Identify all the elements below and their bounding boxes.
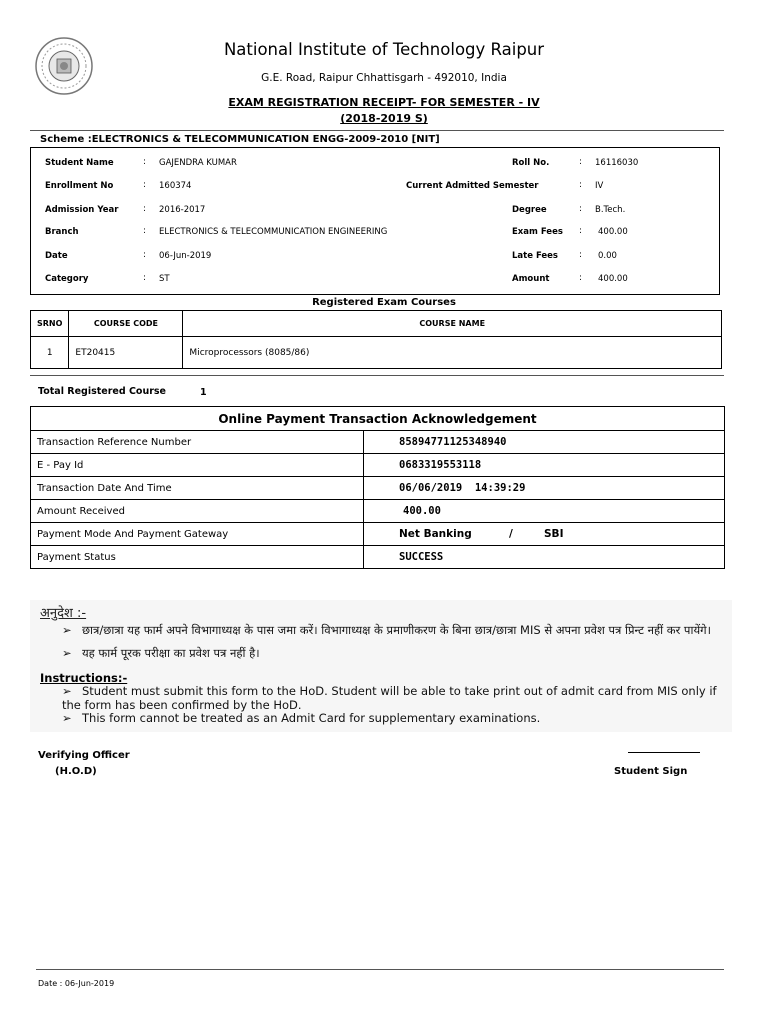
exam-fees-value: 400.00 (598, 227, 628, 237)
separator: : (143, 180, 146, 190)
payment-mode-label: Payment Mode And Payment Gateway (31, 523, 364, 546)
payment-mode-cell (364, 523, 725, 546)
footer-divider (36, 969, 724, 970)
student-name-value: GAJENDRA KUMAR (159, 158, 237, 168)
roll-value: 16116030 (595, 158, 639, 168)
admission-year-value: 2016-2017 (159, 205, 206, 215)
table-header-row (31, 311, 722, 337)
hindi-instructions-title: अनुदेश :- (40, 606, 87, 621)
separator: : (143, 250, 146, 260)
receipt-title (0, 96, 768, 109)
hindi-instruction-2-text: यह फार्म पूरक परीक्षा का प्रवेश पत्र नहीं है। (82, 646, 260, 660)
date-label: Date (45, 251, 68, 261)
payment-status-label: Payment Status (31, 546, 364, 569)
table-row (31, 454, 725, 477)
separator: : (579, 180, 582, 190)
category-value: ST (159, 274, 170, 284)
payment-mode-value: Net Banking (399, 528, 472, 540)
degree-label: Degree (512, 205, 547, 215)
payment-title: Online Payment Transaction Acknowledgement (31, 407, 725, 431)
session-text: (2018-2019 S) (340, 112, 428, 125)
hindi-instruction-1 (62, 623, 730, 637)
instructions-title-suffix: :- (117, 671, 128, 685)
epay-value: 0683319553118 (364, 454, 725, 477)
instructions-title-text: Instructions (40, 671, 118, 685)
payment-mode-separator: / (509, 528, 513, 540)
student-name-label: Student Name (45, 158, 114, 168)
instruction-1-text: Student must submit this form to the HoD. Student will be able to take print out of admit card from MIS only if the form has been confirmed by the HoD. (62, 684, 717, 712)
branch-label: Branch (45, 227, 79, 237)
epay-label: E - Pay Id (31, 454, 364, 477)
separator: : (143, 226, 146, 236)
table-row (31, 337, 722, 369)
session (0, 112, 768, 125)
degree-value: B.Tech. (595, 205, 626, 215)
divider (30, 375, 724, 376)
divider (30, 130, 724, 131)
verifying-officer-label: Verifying Officer (38, 750, 130, 761)
course-code-cell: ET20415 (69, 337, 183, 369)
separator: : (143, 204, 146, 214)
hod-label: (H.O.D) (55, 766, 97, 777)
course-name-header: COURSE NAME (183, 311, 722, 337)
admission-year-label: Admission Year (45, 205, 119, 215)
hindi-instruction-1-text: छात्र/छात्रा यह फार्म अपने विभागाध्यक्ष के पास जमा करें। विभागाध्यक्ष के प्रमाणीकरण के बिना छात्र/छात्रा MIS से अपना प्रवेश पत्र प्रिन्ट नहीं कर पायेंगे। (82, 623, 711, 637)
semester-value: IV (595, 181, 604, 191)
instruction-2 (62, 711, 730, 725)
student-details-box (30, 147, 720, 295)
table-row (31, 500, 725, 523)
receipt-title-text: EXAM REGISTRATION RECEIPT- FOR SEMESTER - IV (228, 96, 540, 109)
instruction-2-text: This form cannot be treated as an Admit Card for supplementary examinations. (82, 711, 541, 725)
course-name-cell: Microprocessors (8085/86) (183, 337, 722, 369)
table-row (31, 477, 725, 500)
separator: : (143, 157, 146, 167)
arrow-icon: ➢ (62, 711, 72, 725)
txn-ref-value: 85894771125348940 (364, 431, 725, 454)
enrollment-value: 160374 (159, 181, 192, 191)
enrollment-label: Enrollment No (45, 181, 114, 191)
scheme: Scheme :ELECTRONICS & TELECOMMUNICATION ENGG-2009-2010 [NIT] (40, 134, 440, 145)
arrow-icon: ➢ (62, 646, 72, 660)
txn-date-label: Transaction Date And Time (31, 477, 364, 500)
separator: : (579, 273, 582, 283)
signature-line (628, 752, 700, 753)
course-table (30, 310, 722, 369)
amount-label: Amount (512, 274, 550, 284)
arrow-icon: ➢ (62, 684, 72, 698)
total-registered-label: Total Registered Course (38, 386, 166, 397)
branch-value: ELECTRONICS & TELECOMMUNICATION ENGINEERING (159, 227, 388, 237)
srno-header: SRNO (31, 311, 69, 337)
semester-label: Current Admitted Semester (406, 181, 539, 191)
roll-label: Roll No. (512, 158, 550, 168)
separator: : (579, 226, 582, 236)
separator: : (143, 273, 146, 283)
txn-ref-label: Transaction Reference Number (31, 431, 364, 454)
late-fees-label: Late Fees (512, 251, 558, 261)
category-label: Category (45, 274, 89, 284)
payment-status-value: SUCCESS (364, 546, 725, 569)
payment-table (30, 406, 725, 569)
registered-courses-title: Registered Exam Courses (312, 297, 456, 308)
instructions-title (40, 671, 127, 685)
exam-fees-label: Exam Fees (512, 227, 563, 237)
amount-value: 400.00 (598, 274, 628, 284)
payment-gateway-value: SBI (544, 528, 564, 540)
student-sign-label: Student Sign (614, 766, 688, 777)
course-code-header: COURSE CODE (69, 311, 183, 337)
footer-date: Date : 06-Jun-2019 (38, 979, 115, 988)
arrow-icon: ➢ (62, 623, 72, 637)
table-row (31, 546, 725, 569)
separator: : (579, 204, 582, 214)
srno-cell: 1 (31, 337, 69, 369)
total-registered-value: 1 (200, 387, 207, 398)
hindi-instruction-2 (62, 646, 260, 660)
txn-date-value: 06/06/2019 14:39:29 (364, 477, 725, 500)
institute-name: National Institute of Technology Raipur (223, 40, 545, 59)
instruction-1 (62, 684, 730, 712)
table-row (31, 523, 725, 546)
amount-received-value: 400.00 (364, 500, 725, 523)
amount-received-label: Amount Received (31, 500, 364, 523)
separator: : (579, 250, 582, 260)
institute-address: G.E. Road, Raipur Chhattisgarh - 492010, India (261, 72, 507, 84)
table-row (31, 431, 725, 454)
payment-header-row (31, 407, 725, 431)
date-value: 06-Jun-2019 (159, 251, 212, 261)
late-fees-value: 0.00 (598, 251, 617, 261)
separator: : (579, 157, 582, 167)
